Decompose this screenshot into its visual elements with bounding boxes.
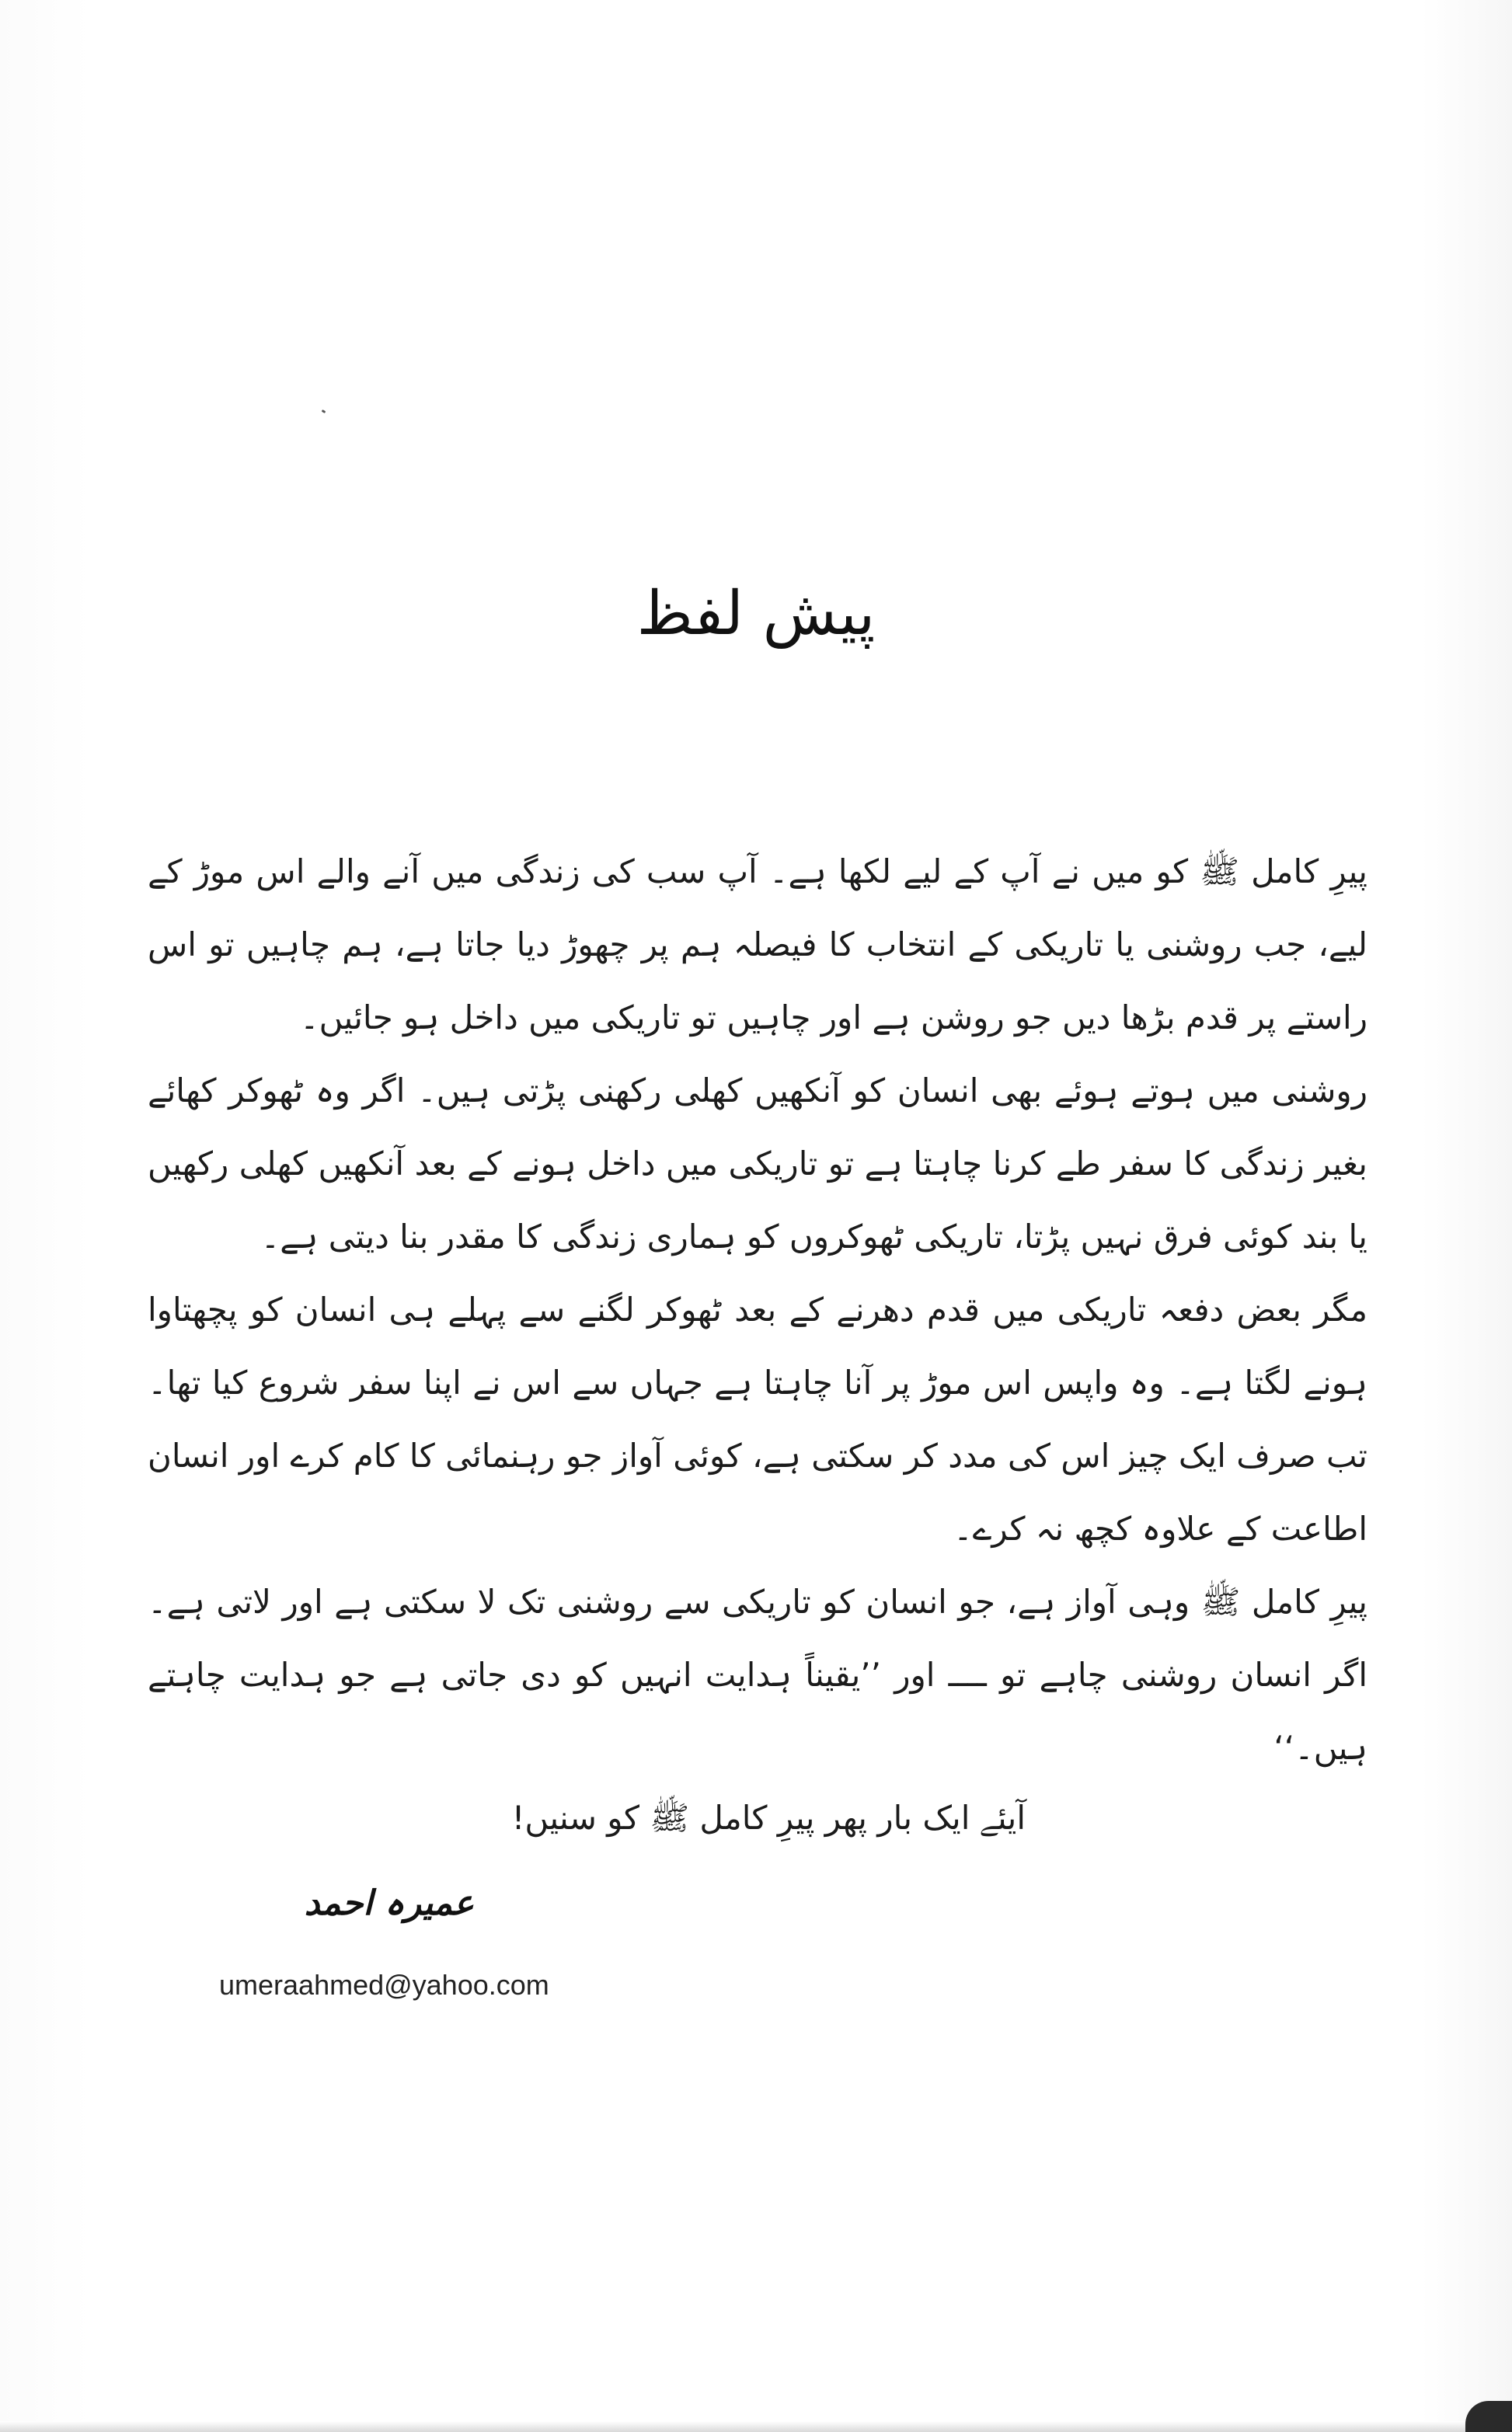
- paragraph-1: پیرِ کامل ﷺ کو میں نے آپ کے لیے لکھا ہے۔ آپ سب کی زندگی میں آنے والے اس موڑ کے لیے، جب روشنی یا تاریکی کے انتخاب کا فیصلہ ہم پر چھوڑ دیا جاتا ہے، ہم چاہیں تو اس راستے پر قدم بڑھا دیں جو روشن ہے اور چاہیں تو تاریکی میں داخل ہو جائیں۔: [148, 852, 1367, 1037]
- paragraph-4: پیرِ کامل ﷺ وہی آواز ہے، جو انسان کو تاریکی سے روشنی تک لا سکتی ہے اور لاتی ہے۔ اگر انسان روشنی چاہے تو ــــ اور ’’یقیناً ہدایت انہیں کو دی جاتی ہے جو ہدایت چاہتے ہیں۔‘‘: [148, 1583, 1367, 1767]
- corner-shadow: [1465, 2401, 1512, 2432]
- author-signature: عمیرہ احمد: [304, 1883, 474, 1923]
- paper-speck: [322, 409, 326, 413]
- author-email: umeraahmed@yahoo.com: [219, 1969, 549, 2001]
- page-bottom-edge: [0, 2421, 1512, 2432]
- paragraph-3: مگر بعض دفعہ تاریکی میں قدم دھرنے کے بعد ٹھوکر لگنے سے پہلے ہی انسان کو پچھتاوا ہونے لگتا ہے۔ وہ واپس اس موڑ پر آنا چاہتا ہے جہاں سے اس نے اپنا سفر شروع کیا تھا۔ تب صرف ایک چیز اس کی مدد کر سکتی ہے، کوئی آواز جو رہنمائی کا کام کرے اور انسان اطاعت کے علاوہ کچھ نہ کرے۔: [148, 1291, 1367, 1548]
- page-title: پیش لفظ: [636, 579, 876, 649]
- closing-line: آیئے ایک بار پھر پیرِ کامل ﷺ کو سنیں!: [511, 1799, 1026, 1837]
- paragraph-2: روشنی میں ہوتے ہوئے بھی انسان کو آنکھیں کھلی رکھنی پڑتی ہیں۔ اگر وہ ٹھوکر کھائے بغیر زندگی کا سفر طے کرنا چاہتا ہے تو تاریکی میں داخل ہونے کے بعد آنکھیں کھلی رکھیں یا بند کوئی فرق نہیں پڑتا، تاریکی ٹھوکروں کو ہماری زندگی کا مقدر بنا دیتی ہے۔: [148, 1071, 1367, 1256]
- body-text: [148, 835, 1367, 1785]
